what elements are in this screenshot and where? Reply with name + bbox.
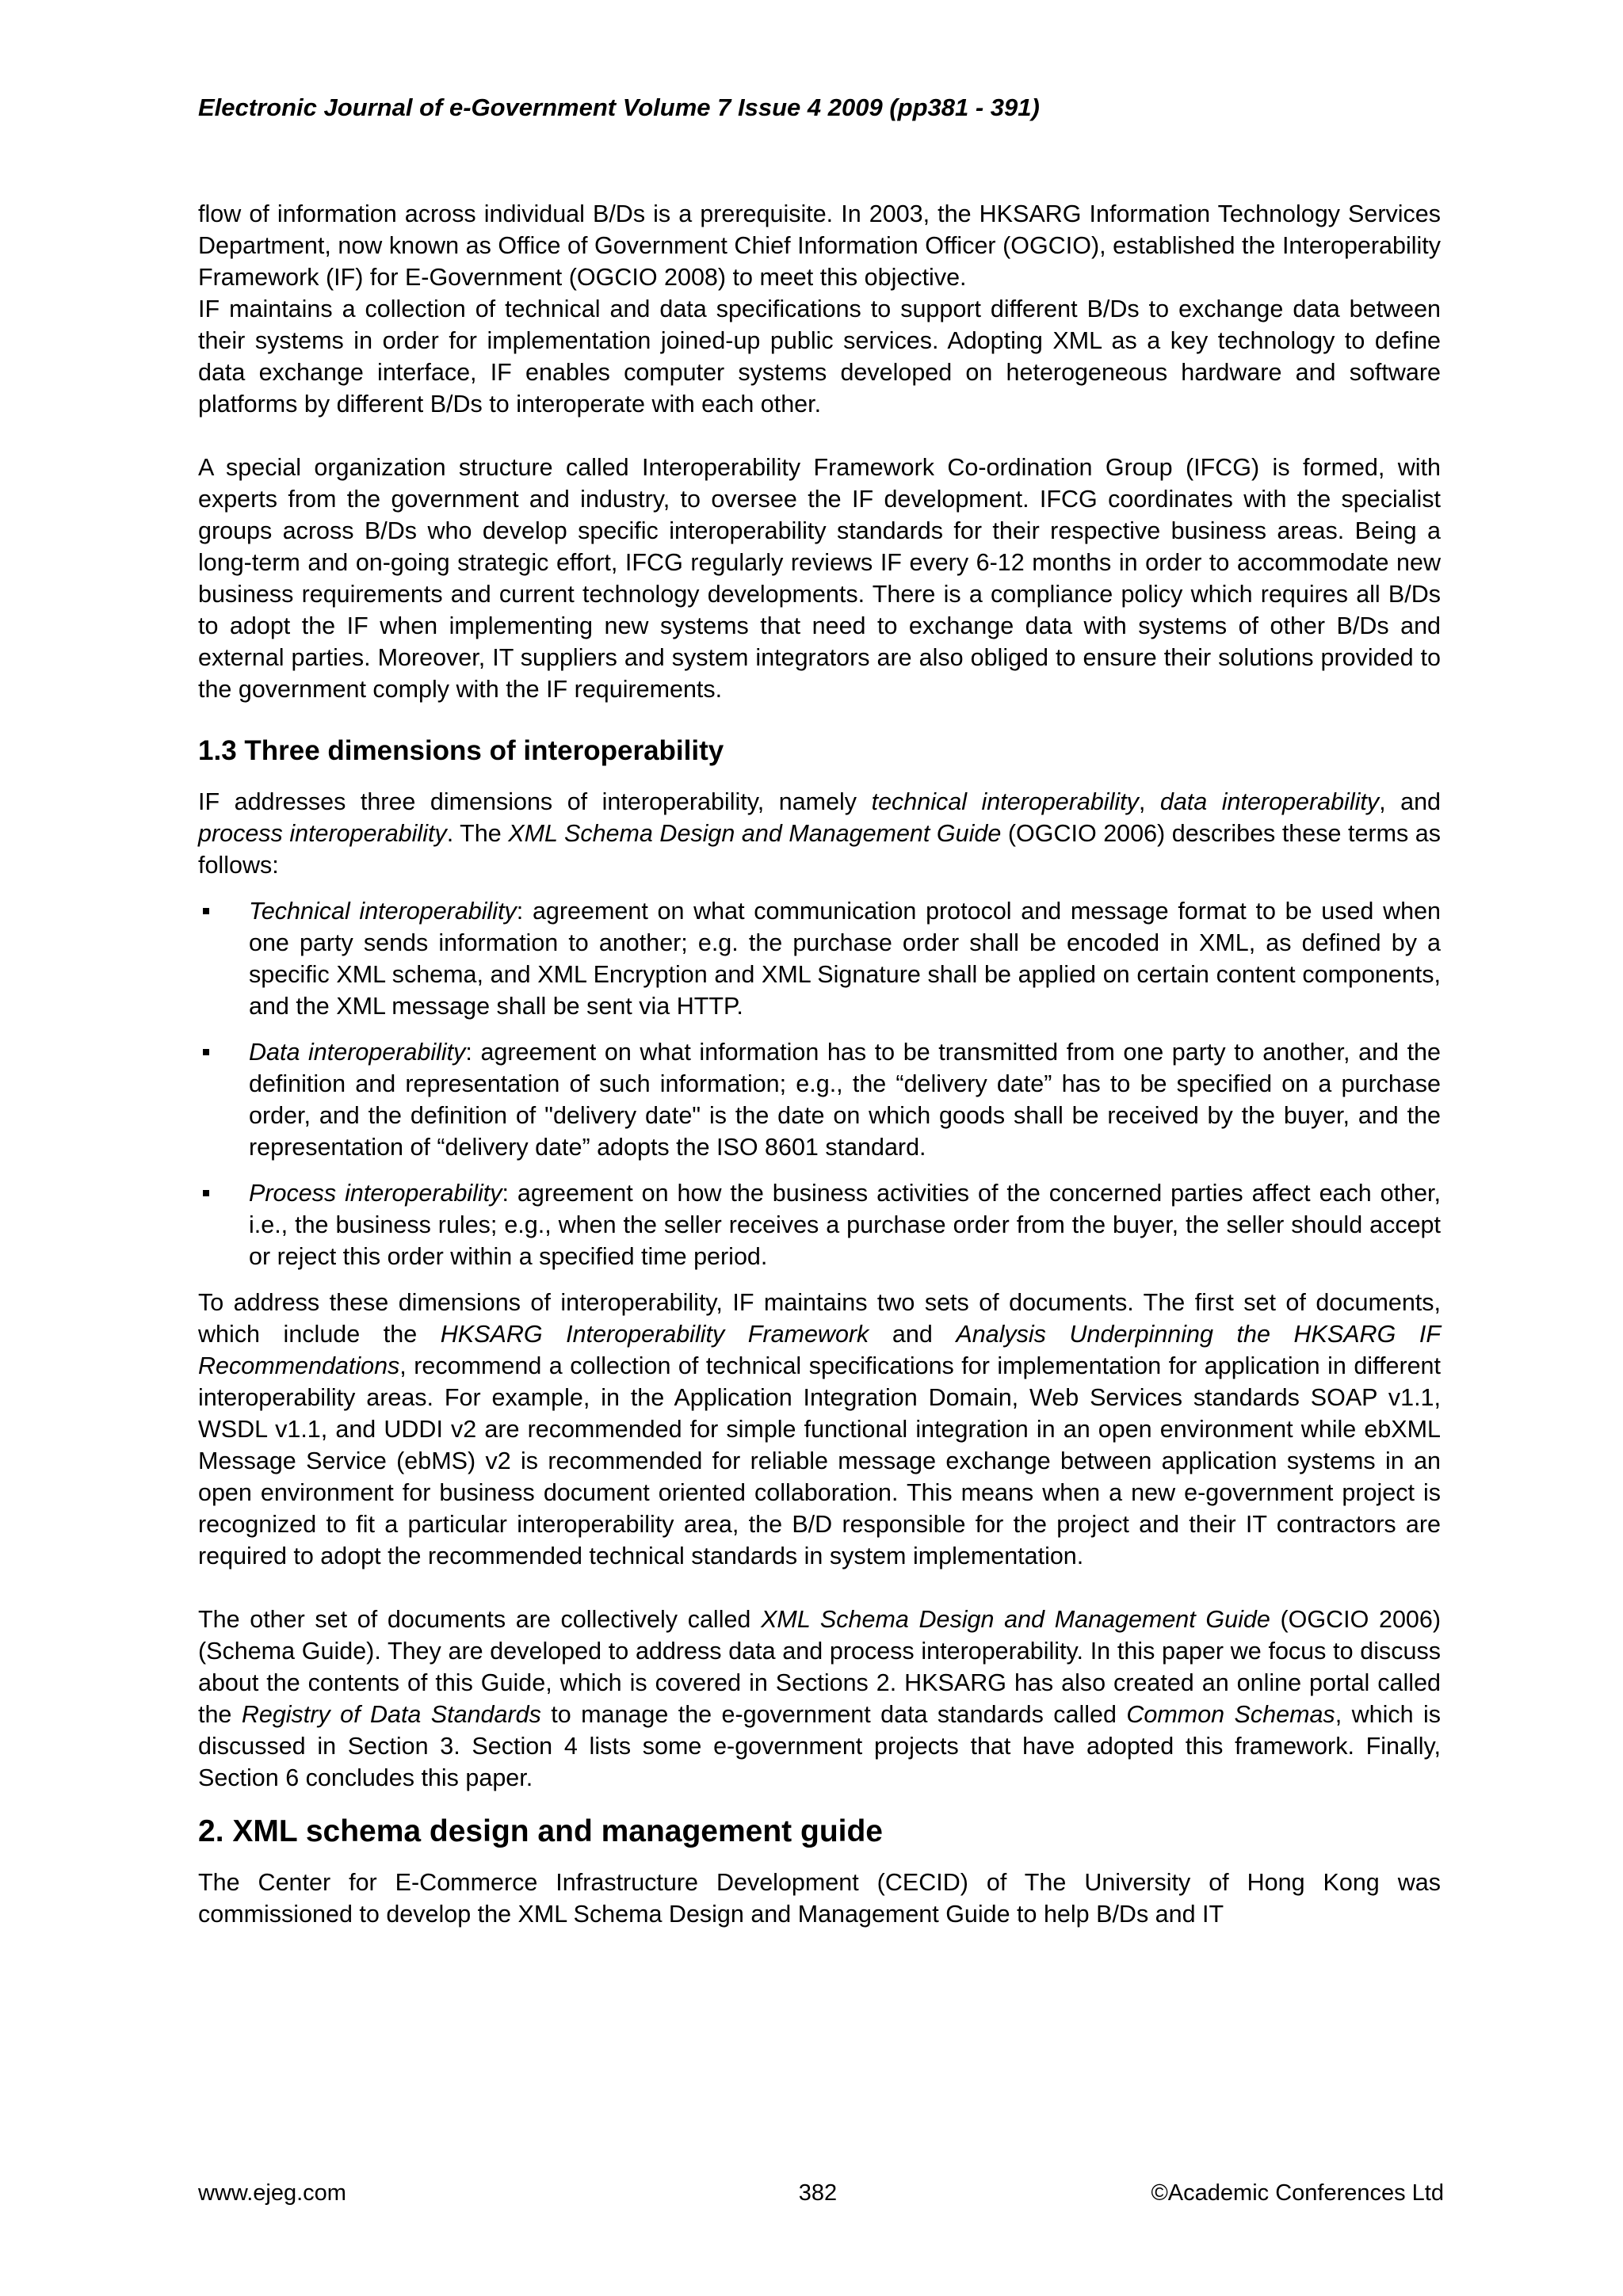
interoperability-list [198, 895, 1441, 1272]
list-item-technical: Technical interoperability: agreement on what communication protocol and message format to be used when one party sends information to another; e.g. the purchase order shall be encoded in XML, as defined by a specific XML schema, and XML Encryption and XML Signature shall be applied on certain content components, and the XML message shall be sent via HTTP. [198, 895, 1441, 1022]
list-item-process: Process interoperability: agreement on how the business activities of the concerned parties affect each other, i.e., the business rules; e.g., when the seller receives a purchase order from the buyer, the seller should accept or reject this order within a specified time period. [198, 1177, 1441, 1272]
paragraph-3: A special organization structure called Interoperability Framework Co-ordination Group (IFCG) is formed, with experts from the government and industry, to oversee the IF development. IFCG coordinates with the specialist groups across B/Ds who develop specific interoperability standards for their respective business areas. Being a long-term and on-going strategic effort, IFCG regularly reviews IF every 6-12 months in order to accommodate new business requirements and current technology developments. There is a compliance policy which requires all B/Ds to adopt the IF when implementing new systems that need to exchange data with systems of other B/Ds and external parties. Moreover, IT suppliers and system integrators are also obliged to ensure their solutions provided to the government comply with the IF requirements. [198, 454, 1441, 703]
footer-website: www.ejeg.com [198, 2180, 346, 2206]
paragraph-1: flow of information across individual B/Ds is a prerequisite. In 2003, the HKSARG Information Technology Services Department, now known as Office of Government Chief Information Officer (OGCIO), established the Interoperability Framework (IF) for E-Government (OGCIO 2008) to meet this objective. [198, 200, 1441, 291]
paragraph-documents: To address these dimensions of interoperability, IF maintains two sets of documents. The first set of documents, which include the HKSARG Interoperability Framework and Analysis Underpinning the HKSARG IF Recommendations, recommend a collection of technical specifications for implementation for application in different interoperability areas. For example, in the Application Integration Domain, Web Services standards SOAP v1.1, WSDL v1.1, and UDDI v2 are recommended for simple functional integration in an open environment while ebXML Message Service (ebMS) v2 is recommended for reliable message exchange between application systems in an open environment for business document oriented collaboration. This means when a new e-government project is recognized to fit a particular interoperability area, the B/D responsible for the project and their IT contractors are required to adopt the recommended technical standards in system implementation. [198, 1289, 1441, 1569]
section-1-3-heading: 1.3 Three dimensions of interoperability [198, 735, 724, 766]
journal-header: Electronic Journal of e-Government Volume 7 Issue 4 2009 (pp381 - 391) [198, 93, 1040, 121]
footer-page-number: 382 [798, 2180, 838, 2206]
paragraph-schema-guide: The other set of documents are collectively called XML Schema Design and Management Guide (OGCIO 2006) (Schema Guide). They are developed to address data and process interoperability. In this paper we focus to discuss about the contents of this Guide, which is covered in Sections 2. HKSARG has also created an online portal called the Registry of Data Standards to manage the e-government data standards called Common Schemas, which is discussed in Section 3. Section 4 lists some e-government projects that have adopted this framework. Finally, Section 6 concludes this paper. [198, 1606, 1441, 1791]
section-2-heading: 2. XML schema design and management guide [198, 1814, 883, 1848]
list-item-data: Data interoperability: agreement on what information has to be transmitted from one party to another, and the definition and representation of such information; e.g., the “delivery date” has to be specified on a purchase order, and the definition of "delivery date" is the date on which goods shall be received by the buyer, and the representation of “delivery date” adopts the ISO 8601 standard. [198, 1036, 1441, 1163]
section-1-3-intro: IF addresses three dimensions of interoperability, namely technical interoperability, data interoperability, and process interoperability. The XML Schema Design and Management Guide (OGCIO 2006) describes these terms as follows: [198, 788, 1441, 879]
page-content [198, 198, 1441, 1930]
section-2-paragraph: The Center for E-Commerce Infrastructure Development (CECID) of The University of Hong Kong was commissioned to develop the XML Schema Design and Management Guide to help B/Ds and IT [198, 1869, 1441, 1928]
footer-copyright: ©Academic Conferences Ltd [1151, 2180, 1444, 2206]
paragraph-2: IF maintains a collection of technical and data specifications to support different B/Ds to exchange data between their systems in order for implementation joined-up public services. Adopting XML as a key technology to define data exchange interface, IF enables computer systems developed on heterogeneous hardware and software platforms by different B/Ds to interoperate with each other. [198, 296, 1441, 418]
